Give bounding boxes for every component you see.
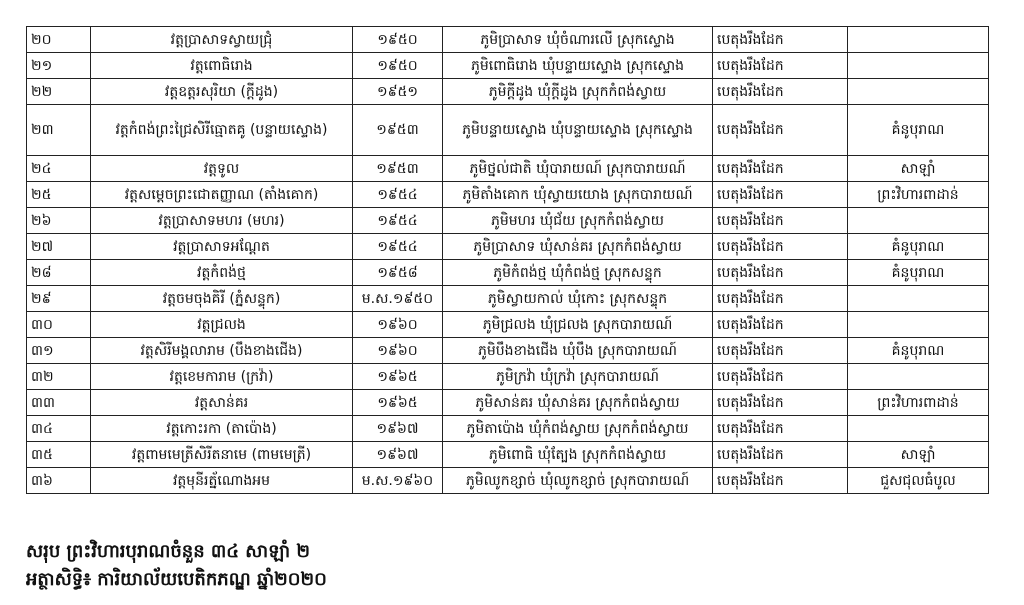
temple-name-cell: វត្តប្រាសាទស្វាយជ្រុំ <box>91 27 353 53</box>
temple-name-cell: វត្តកំពង់ព្រះជ្រៃសិរីធ្មោតគូ (បន្ទាយស្ទោង) <box>91 105 353 156</box>
structure-material-cell: បេតុងរឹងដែក <box>713 105 848 156</box>
note-cell: សាឡាំ <box>848 156 989 182</box>
table-row <box>27 156 989 182</box>
year-built-cell: ១៩៥១ <box>353 79 443 105</box>
structure-material-cell: បេតុងរឹងដែក <box>713 79 848 105</box>
year-built-cell: ១៩៦០ <box>353 312 443 338</box>
note-cell: គំនូបុរាណ <box>848 260 989 286</box>
note-cell: សាឡាំ <box>848 442 989 468</box>
location-cell: ភូមិប្រាសាទ ឃុំចំណារលើ ស្រុកស្ទោង <box>443 27 713 53</box>
row-number-cell: ៣២ <box>27 364 91 390</box>
temple-name-cell: វត្តសម្តេចព្រះជោតញ្ញាណ (តាំងគោក) <box>91 182 353 208</box>
row-number-cell: ២១ <box>27 53 91 79</box>
summary-line: សរុប ព្រះវិហារបុរាណចំនួន ៣៤ សាឡាំ ២ <box>26 541 310 562</box>
row-number-cell: ២៧ <box>27 234 91 260</box>
structure-material-cell: បេតុងរឹងដែក <box>713 468 848 494</box>
year-built-cell: ១៩៥៣ <box>353 156 443 182</box>
location-cell: ភូមិឈូកខ្សាច់ ឃុំឈូកខ្សាច់ ស្រុកបារាយណ៍ <box>443 468 713 494</box>
structure-material-cell: បេតុងរឹងដែក <box>713 338 848 364</box>
year-built-cell: ១៩៦០ <box>353 338 443 364</box>
temple-name-cell: វត្តជ្រលង <box>91 312 353 338</box>
location-cell: ភូមិស្វាយកាល់ ឃុំកោះ ស្រុកសន្ទុក <box>443 286 713 312</box>
temple-name-cell: វត្តសាន់គរ <box>91 390 353 416</box>
structure-material-cell: បេតុងរឹងដែក <box>713 442 848 468</box>
temple-name-cell: វត្តខេមការាម (ក្រវ៉ា) <box>91 364 353 390</box>
structure-material-cell: បេតុងរឹងដែក <box>713 182 848 208</box>
table-row <box>27 79 989 105</box>
year-built-cell: ម.ស.១៩៦០ <box>353 468 443 494</box>
location-cell: ភូមិកំពង់ថ្ម ឃុំកំពង់ថ្ម ស្រុកសន្ទុក <box>443 260 713 286</box>
note-cell: ជួសជុលធំបូល <box>848 468 989 494</box>
year-built-cell: ១៩៦៧ <box>353 442 443 468</box>
temple-name-cell: វត្តសិរីមង្គលារាម (បឹងខាងជើង) <box>91 338 353 364</box>
year-built-cell: ១៩៦៥ <box>353 364 443 390</box>
table-row <box>27 442 989 468</box>
note-cell: គំនូបុរាណ <box>848 105 989 156</box>
row-number-cell: ៣៤ <box>27 416 91 442</box>
year-built-cell: ១៩៥៤ <box>353 208 443 234</box>
location-cell: ភូមិថ្នល់ជាតិ ឃុំបារាយណ៍ ស្រុកបារាយណ៍ <box>443 156 713 182</box>
temple-name-cell: វត្តឧត្តរសុរិយា (ក្តីដូង) <box>91 79 353 105</box>
temple-name-cell: វត្តប្រាសាទអណ្តែត <box>91 234 353 260</box>
structure-material-cell: បេតុងរឹងដែក <box>713 312 848 338</box>
row-number-cell: ៣៥ <box>27 442 91 468</box>
note-cell <box>848 27 989 53</box>
note-cell <box>848 53 989 79</box>
row-number-cell: ២៤ <box>27 156 91 182</box>
year-built-cell: ១៩៥៣ <box>353 105 443 156</box>
row-number-cell: ២២ <box>27 79 91 105</box>
year-built-cell: ១៩៥០ <box>353 53 443 79</box>
note-cell: ព្រះវិហារពាដាន់ <box>848 390 989 416</box>
footer <box>26 538 327 594</box>
table-row <box>27 286 989 312</box>
year-built-cell: ១៩៥៨ <box>353 260 443 286</box>
table-row <box>27 416 989 442</box>
row-number-cell: ២៥ <box>27 182 91 208</box>
location-cell: ភូមិពោធិរោង ឃុំបន្ទាយស្ទោង ស្រុកស្ទោង <box>443 53 713 79</box>
structure-material-cell: បេតុងរឹងដែក <box>713 53 848 79</box>
structure-material-cell: បេតុងរឹងដែក <box>713 234 848 260</box>
location-cell: ភូមិតាំងគោក ឃុំស្វាយយោង ស្រុកបារាយណ៍ <box>443 182 713 208</box>
year-built-cell: ១៩៥៤ <box>353 182 443 208</box>
row-number-cell: ៣១ <box>27 338 91 364</box>
structure-material-cell: បេតុងរឹងដែក <box>713 156 848 182</box>
temple-name-cell: វត្តកំពង់ថ្ម <box>91 260 353 286</box>
table-row <box>27 234 989 260</box>
location-cell: ភូមិសាន់គរ ឃុំសាន់គរ ស្រុកកំពង់ស្វាយ <box>443 390 713 416</box>
location-cell: ភូមិជ្រលង ឃុំជ្រលង ស្រុកបារាយណ៍ <box>443 312 713 338</box>
location-cell: ភូមិបឹងខាងជើង ឃុំបឹង ស្រុកបារាយណ៍ <box>443 338 713 364</box>
note-cell <box>848 286 989 312</box>
temple-name-cell: វត្តកោះរកា (តាប៉ោង) <box>91 416 353 442</box>
temple-register-table <box>26 26 989 494</box>
row-number-cell: ២៨ <box>27 260 91 286</box>
structure-material-cell: បេតុងរឹងដែក <box>713 286 848 312</box>
location-cell: ភូមិប្រាសាទ ឃុំសាន់គរ ស្រុកកំពង់ស្វាយ <box>443 234 713 260</box>
note-cell <box>848 79 989 105</box>
temple-name-cell: វត្តមុនីរត្ន័ណោងអម <box>91 468 353 494</box>
table-body <box>27 27 989 494</box>
note-cell <box>848 416 989 442</box>
table-row <box>27 53 989 79</box>
table-row <box>27 390 989 416</box>
location-cell: ភូមិមហរ ឃុំជ័យ ស្រុកកំពង់ស្វាយ <box>443 208 713 234</box>
temple-name-cell: វត្តចមចុងគិរី (ភ្នំសន្ទុក) <box>91 286 353 312</box>
row-number-cell: ២៣ <box>27 105 91 156</box>
year-built-cell: ១៩៦៥ <box>353 390 443 416</box>
structure-material-cell: បេតុងរឹងដែក <box>713 390 848 416</box>
row-number-cell: ២៩ <box>27 286 91 312</box>
table-row <box>27 182 989 208</box>
temple-name-cell: វត្តពោធិរោង <box>91 53 353 79</box>
temple-name-cell: វត្តទូល <box>91 156 353 182</box>
temple-name-cell: វត្តប្រាសាទមហរ (មហរ) <box>91 208 353 234</box>
year-built-cell: ១៩៥០ <box>353 27 443 53</box>
location-cell: ភូមិពោធិ ឃុំត្បែង ស្រុកកំពង់ស្វាយ <box>443 442 713 468</box>
note-cell <box>848 312 989 338</box>
table-row <box>27 105 989 156</box>
table-row <box>27 468 989 494</box>
table-row <box>27 338 989 364</box>
location-cell: ភូមិបន្ទាយស្ទោង ឃុំបន្ទាយស្ទោង ស្រុកស្ទោង <box>443 105 713 156</box>
row-number-cell: ៣៦ <box>27 468 91 494</box>
table-row <box>27 27 989 53</box>
location-cell: ភូមិតាប៉ោង ឃុំកំពង់ស្វាយ ស្រុកកំពង់ស្វាយ <box>443 416 713 442</box>
table-row <box>27 312 989 338</box>
row-number-cell: ៣០ <box>27 312 91 338</box>
note-cell: គំនូបុរាណ <box>848 234 989 260</box>
temple-name-cell: វត្តពាមមេត្រីសិរីតនាមេ (ពាមមេត្រី) <box>91 442 353 468</box>
note-cell <box>848 364 989 390</box>
table-row <box>27 208 989 234</box>
location-cell: ភូមិក្តីដូង ឃុំក្តីដូង ស្រុកកំពង់ស្វាយ <box>443 79 713 105</box>
note-cell <box>848 208 989 234</box>
structure-material-cell: បេតុងរឹងដែក <box>713 27 848 53</box>
table-row <box>27 260 989 286</box>
structure-material-cell: បេតុងរឹងដែក <box>713 416 848 442</box>
row-number-cell: ៣៣ <box>27 390 91 416</box>
year-built-cell: ១៩៥៤ <box>353 234 443 260</box>
source-line: អត្ថាសិទ្ធិ៖ ការិយាល័យបេតិកភណ្ឌ ឆ្នាំ២០២០ <box>26 569 327 590</box>
year-built-cell: ១៩៦៧ <box>353 416 443 442</box>
structure-material-cell: បេតុងរឹងដែក <box>713 364 848 390</box>
location-cell: ភូមិក្រវ៉ា ឃុំក្រវ៉ា ស្រុកបារាយណ៍ <box>443 364 713 390</box>
row-number-cell: ២០ <box>27 27 91 53</box>
table-row <box>27 364 989 390</box>
note-cell: ព្រះវិហារពាដាន់ <box>848 182 989 208</box>
structure-material-cell: បេតុងរឹងដែក <box>713 260 848 286</box>
structure-material-cell: បេតុងរឹងដែក <box>713 208 848 234</box>
note-cell: គំនូបុរាណ <box>848 338 989 364</box>
row-number-cell: ២៦ <box>27 208 91 234</box>
year-built-cell: ម.ស.១៩៥០ <box>353 286 443 312</box>
